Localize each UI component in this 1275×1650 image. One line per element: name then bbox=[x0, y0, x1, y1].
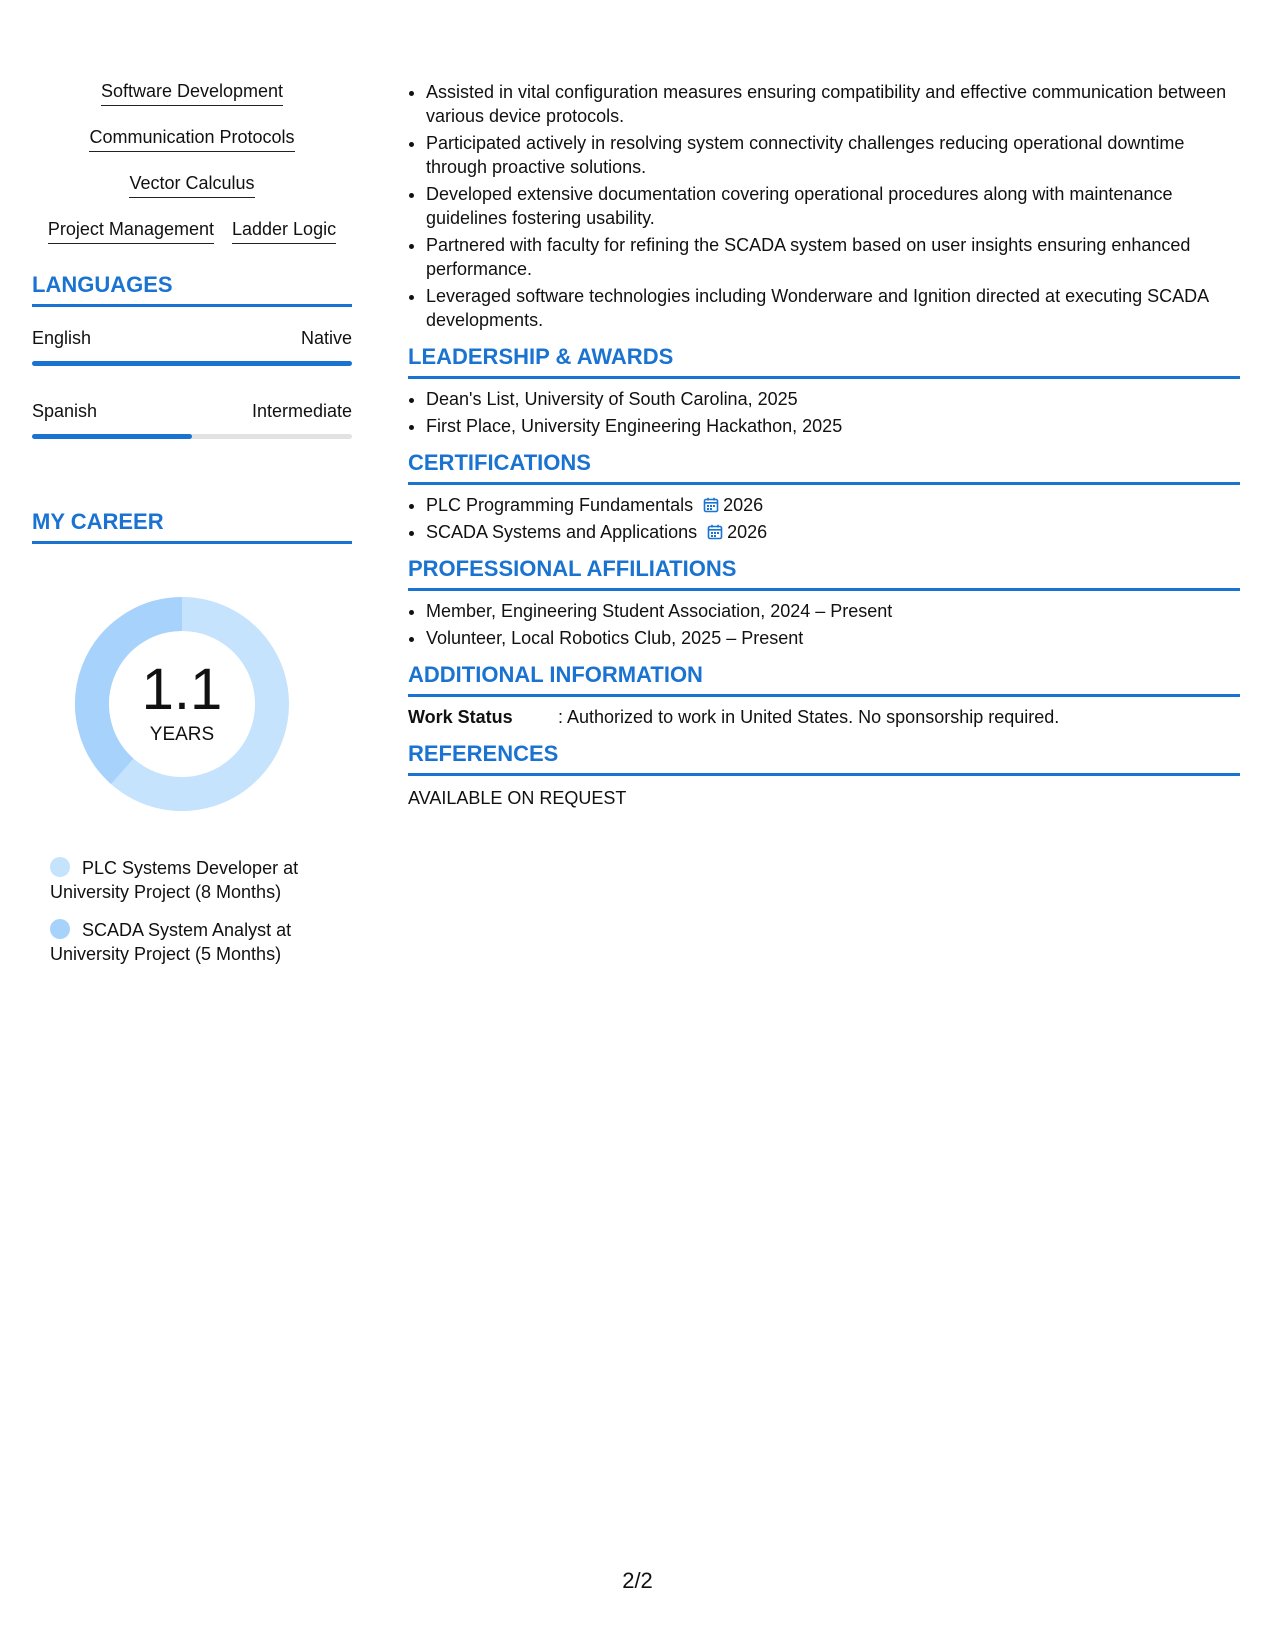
right-column bbox=[408, 80, 1240, 810]
languages-title: LANGUAGES bbox=[32, 272, 352, 307]
career-role-label: SCADA System Analyst at University Project (5 Months) bbox=[50, 920, 292, 964]
experience-bullet: • Partnered with faculty for refining the SCADA system based on user insights ensuring enhanced performance. bbox=[426, 233, 1240, 281]
career-role-label: PLC Systems Developer at University Project (8 Months) bbox=[50, 858, 299, 902]
skill-tag: Software Development bbox=[101, 80, 283, 106]
left-column bbox=[32, 80, 352, 980]
certification-name: SCADA Systems and Applications bbox=[426, 522, 698, 542]
experience-bullet: • Leveraged software technologies including Wonderware and Ignition directed at executing SCADA developments. bbox=[426, 284, 1240, 332]
language-name: Spanish bbox=[32, 401, 98, 421]
language-item bbox=[32, 400, 352, 439]
skill-tag: Project Management bbox=[48, 218, 214, 244]
affiliations-title: PROFESSIONAL AFFILIATIONS bbox=[408, 556, 1240, 591]
career-title: MY CAREER bbox=[32, 509, 352, 544]
career-total: 1.1 bbox=[141, 657, 223, 722]
skills-row bbox=[32, 126, 352, 152]
calendar-icon bbox=[707, 524, 723, 540]
calendar-icon bbox=[703, 497, 719, 513]
certification-item bbox=[426, 520, 1240, 544]
skill-tag: Ladder Logic bbox=[232, 218, 336, 244]
work-status-value: : Authorized to work in United States. No sponsorship required. bbox=[558, 707, 1060, 727]
language-proficiency-fill bbox=[32, 361, 352, 366]
skills-row bbox=[32, 218, 352, 244]
legend-dot bbox=[50, 857, 70, 877]
certifications-title: CERTIFICATIONS bbox=[408, 450, 1240, 485]
certification-year: 2026 bbox=[727, 522, 768, 542]
experience-bullet: • Participated actively in resolving system connectivity challenges reducing operational downtime through proactive solutions. bbox=[426, 131, 1240, 179]
language-proficiency-bar bbox=[32, 434, 352, 439]
career-donut bbox=[66, 588, 298, 820]
references-text: AVAILABLE ON REQUEST bbox=[408, 788, 627, 808]
career-legend bbox=[32, 856, 352, 966]
skills-row bbox=[32, 172, 352, 198]
skills-list bbox=[32, 80, 352, 244]
legend-dot bbox=[50, 919, 70, 939]
skill-tag: Communication Protocols bbox=[89, 126, 294, 152]
affiliation-item: • Member, Engineering Student Association, 2024 – Present bbox=[426, 599, 1240, 623]
certifications-list bbox=[408, 493, 1240, 544]
language-name: English bbox=[32, 328, 92, 348]
certification-name: PLC Programming Fundamentals bbox=[426, 495, 694, 515]
language-proficiency-fill bbox=[32, 434, 192, 439]
leadership-list bbox=[408, 387, 1240, 438]
work-status-row bbox=[408, 705, 1240, 729]
skill-tag: Vector Calculus bbox=[129, 172, 254, 198]
references-title: REFERENCES bbox=[408, 741, 1240, 776]
skills-row bbox=[32, 80, 352, 106]
experience-bullet: • Developed extensive documentation covering operational procedures along with maintenance guidelines fostering usability. bbox=[426, 182, 1240, 230]
award-item: • First Place, University Engineering Hackathon, 2025 bbox=[426, 414, 1240, 438]
affiliation-item: • Volunteer, Local Robotics Club, 2025 – Present bbox=[426, 626, 1240, 650]
career-legend-item bbox=[50, 918, 352, 966]
language-level: Native bbox=[300, 328, 352, 348]
language-item bbox=[32, 327, 352, 366]
award-item: • Dean's List, University of South Carolina, 2025 bbox=[426, 387, 1240, 411]
work-status-label: Work Status bbox=[408, 707, 513, 727]
additional-info-title: ADDITIONAL INFORMATION bbox=[408, 662, 1240, 697]
page-number: 2/2 bbox=[622, 1568, 653, 1593]
certification-year: 2026 bbox=[723, 495, 764, 515]
experience-bullets bbox=[408, 80, 1240, 332]
career-legend-item bbox=[50, 856, 352, 904]
language-proficiency-bar bbox=[32, 361, 352, 366]
experience-bullet: • Assisted in vital configuration measures ensuring compatibility and effective communication between various device protocols. bbox=[426, 80, 1240, 128]
career-unit: YEARS bbox=[149, 724, 215, 745]
certification-item bbox=[426, 493, 1240, 517]
affiliations-list bbox=[408, 599, 1240, 650]
leadership-title: LEADERSHIP & AWARDS bbox=[408, 344, 1240, 379]
language-level: Intermediate bbox=[251, 401, 352, 421]
